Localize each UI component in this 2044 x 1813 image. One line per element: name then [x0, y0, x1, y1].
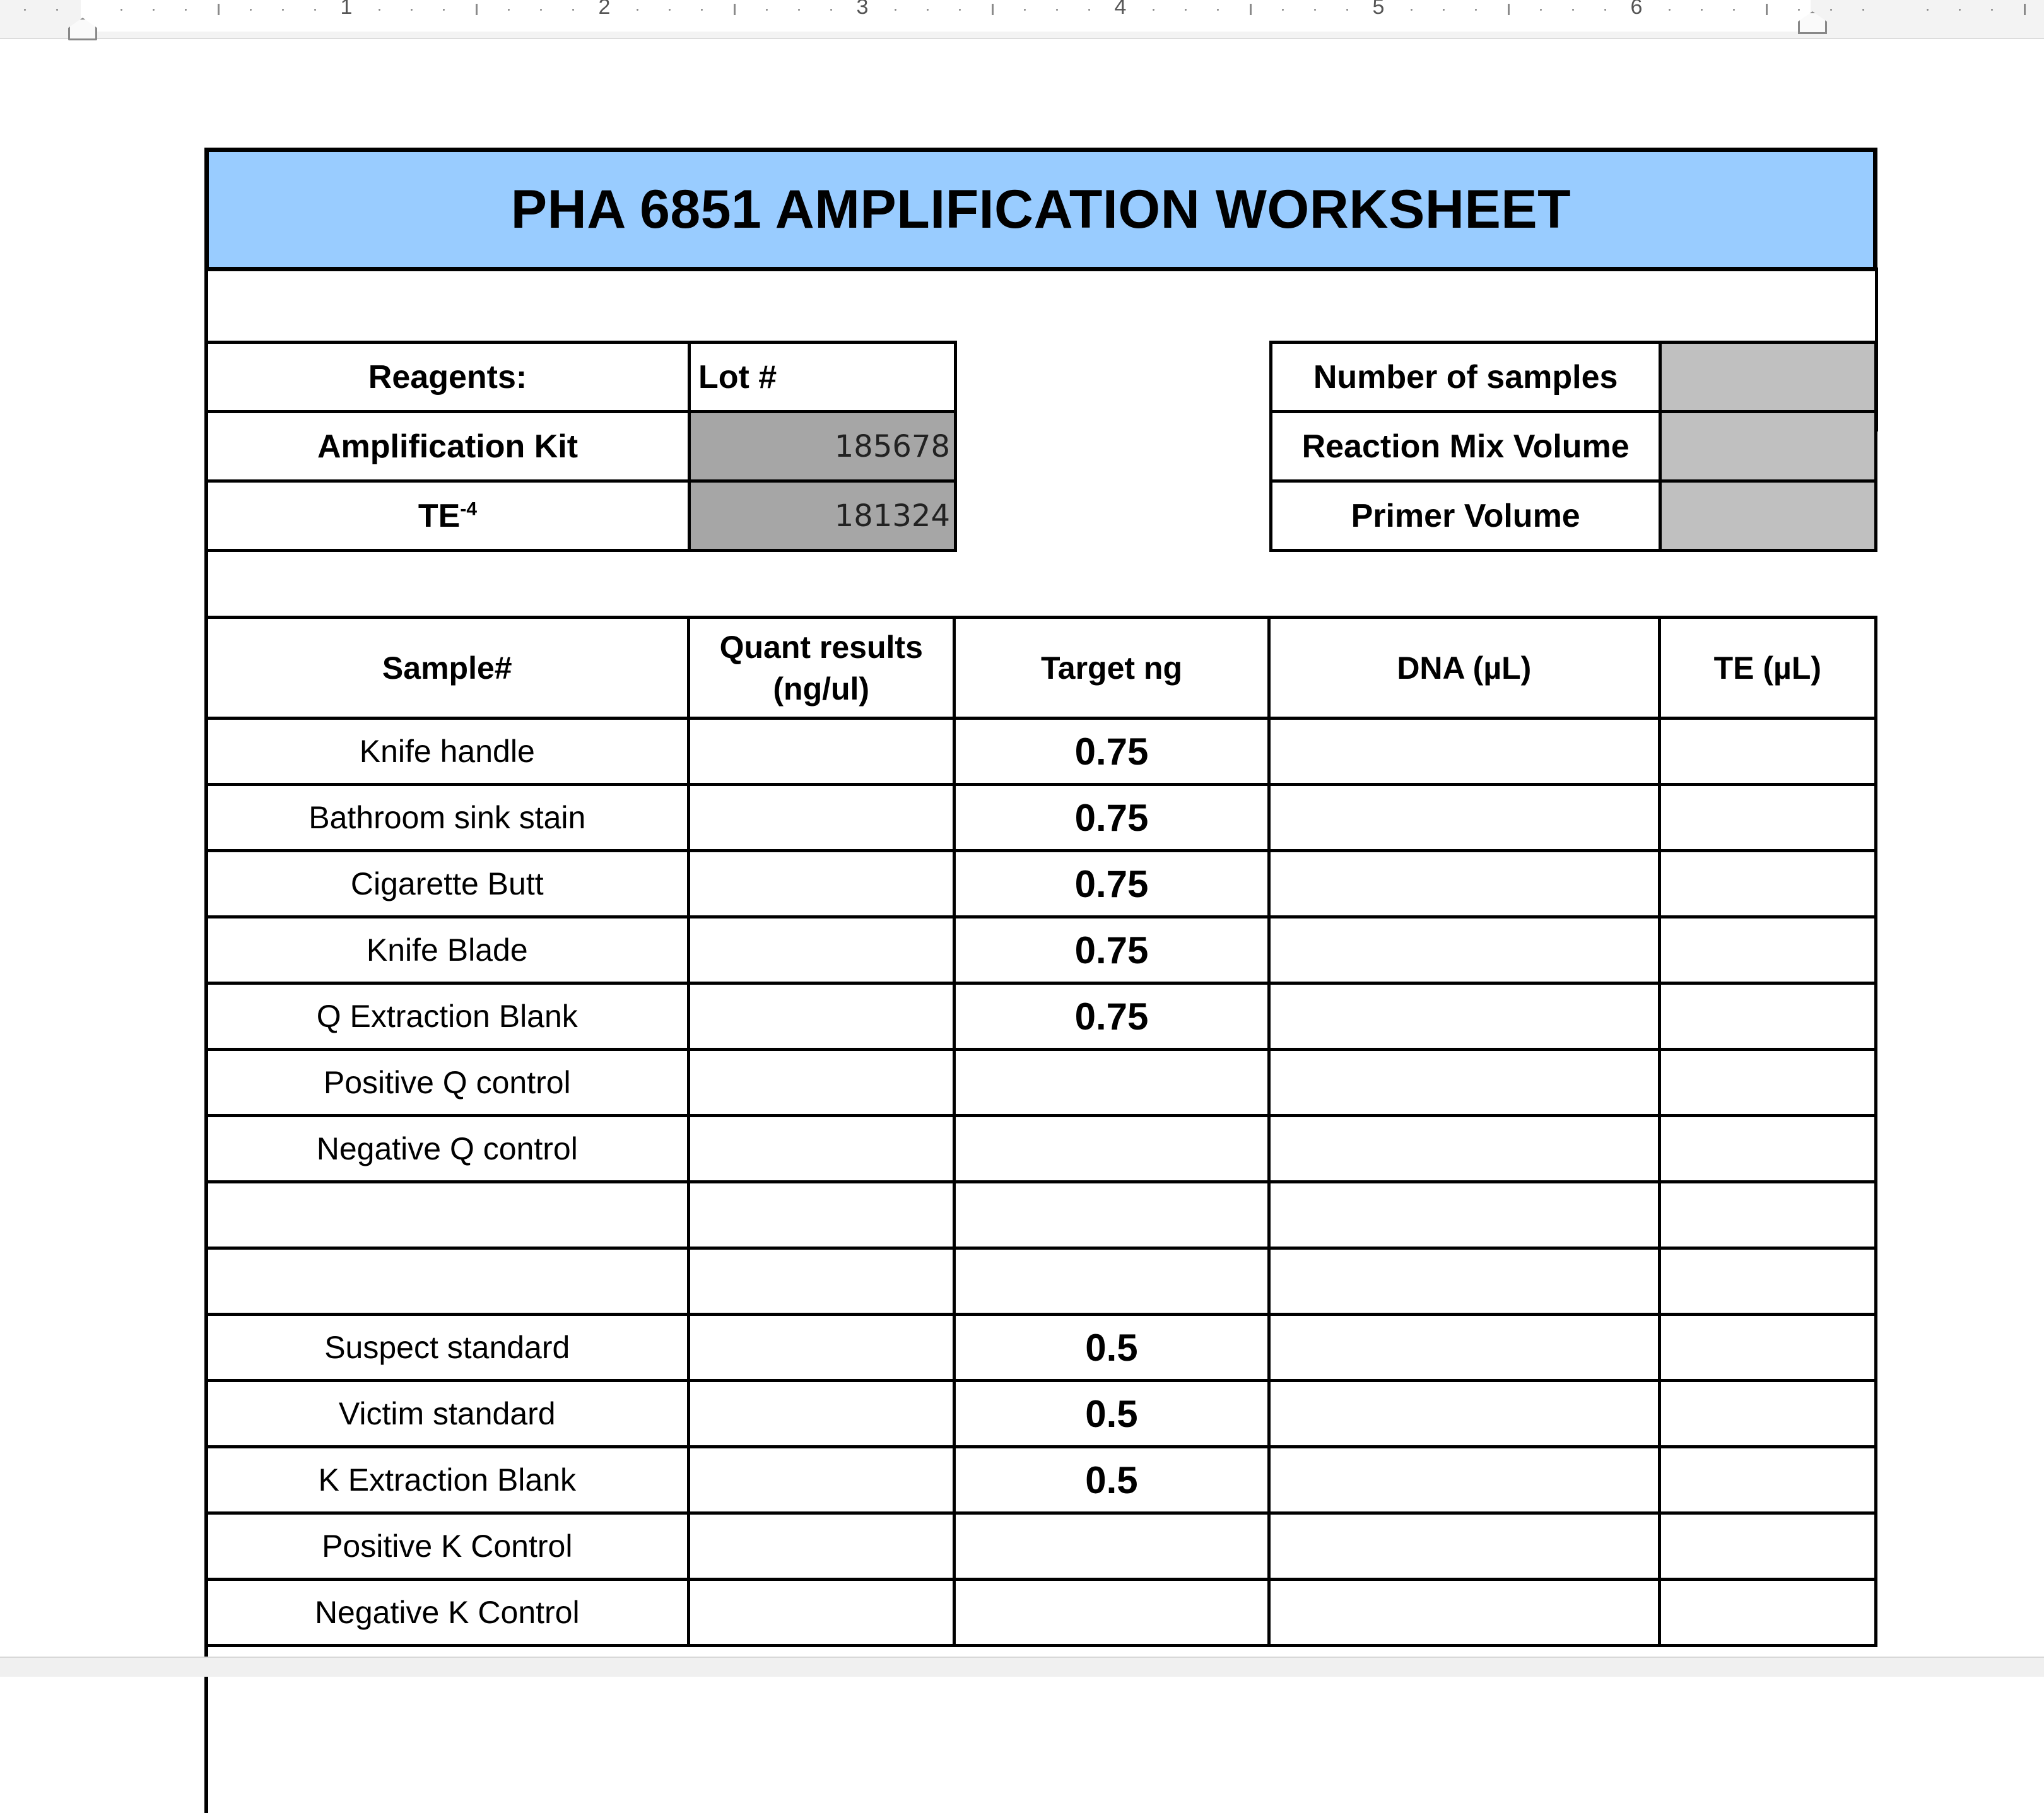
- parameter-label: Number of samples: [1271, 343, 1660, 412]
- dna-volume-cell[interactable]: [1269, 1447, 1660, 1513]
- parameter-value-cell[interactable]: [1660, 343, 1876, 412]
- sample-row: [206, 1050, 1876, 1116]
- ruler-tick: [572, 9, 574, 11]
- target-ng-cell: [954, 1248, 1269, 1315]
- quant-result-cell[interactable]: [688, 917, 954, 983]
- dna-volume-cell[interactable]: [1269, 1381, 1660, 1447]
- target-ng-cell: 0.5: [954, 1315, 1269, 1381]
- ruler-tick: [1604, 9, 1606, 11]
- ruler-tick: [2024, 4, 2026, 15]
- target-ng-cell: [954, 1182, 1269, 1248]
- sample-row: [206, 785, 1876, 851]
- ruler-tick: [1250, 4, 1252, 15]
- sample-row: [206, 851, 1876, 917]
- te-volume-cell[interactable]: [1659, 1381, 1876, 1447]
- ruler-tick: [992, 4, 994, 15]
- ruler-tick: [1798, 9, 1800, 11]
- sample-row: [206, 1580, 1876, 1646]
- quant-result-cell[interactable]: [688, 1182, 954, 1248]
- sample-row: [206, 1381, 1876, 1447]
- parameter-label: Primer Volume: [1271, 481, 1660, 551]
- quant-result-cell[interactable]: [688, 1447, 954, 1513]
- sample-name-cell: K Extraction Blank: [206, 1447, 689, 1513]
- ruler-number: 3: [856, 0, 869, 19]
- target-ng-cell: 0.75: [954, 785, 1269, 851]
- dna-volume-cell[interactable]: [1269, 1513, 1660, 1580]
- sample-name-cell: Victim standard: [206, 1381, 689, 1447]
- ruler-tick: [1314, 9, 1316, 11]
- quant-result-cell[interactable]: [688, 983, 954, 1050]
- ruler-tick: [766, 9, 768, 11]
- te-volume-cell[interactable]: [1659, 917, 1876, 983]
- sample-name-cell: Suspect standard: [206, 1315, 689, 1381]
- quant-result-cell[interactable]: [688, 1580, 954, 1646]
- samples-table: [204, 616, 1877, 1647]
- target-ng-cell: 0.5: [954, 1447, 1269, 1513]
- ruler-tick: [250, 9, 252, 11]
- quant-result-cell[interactable]: [688, 785, 954, 851]
- reagents-table: [204, 341, 957, 552]
- te-volume-cell[interactable]: [1659, 1248, 1876, 1315]
- ruler-tick: [1282, 9, 1284, 11]
- lot-number-cell[interactable]: 185678: [690, 412, 956, 481]
- ruler-tick: [1540, 9, 1542, 11]
- ruler-tick: [1056, 9, 1058, 11]
- sample-row: [206, 719, 1876, 785]
- ruler-tick: [540, 9, 542, 11]
- te-volume-cell[interactable]: [1659, 1050, 1876, 1116]
- sample-name-cell: Positive Q control: [206, 1050, 689, 1116]
- sample-name-cell: Cigarette Butt: [206, 851, 689, 917]
- ruler-tick: [1024, 9, 1026, 11]
- quant-result-cell[interactable]: [688, 1050, 954, 1116]
- dna-volume-cell[interactable]: [1269, 1248, 1660, 1315]
- quant-result-cell[interactable]: [688, 1116, 954, 1182]
- ruler-tick: [1572, 9, 1574, 11]
- ruler-tick: [314, 9, 316, 11]
- dna-volume-cell[interactable]: [1269, 1182, 1660, 1248]
- target-ng-cell: [954, 1050, 1269, 1116]
- dna-volume-cell[interactable]: [1269, 1315, 1660, 1381]
- column-header-te: TE (µL): [1659, 618, 1876, 719]
- reagent-superscript: -4: [460, 498, 478, 520]
- target-ng-cell: 0.75: [954, 917, 1269, 983]
- target-ng-cell: 0.75: [954, 983, 1269, 1050]
- te-volume-cell[interactable]: [1659, 1315, 1876, 1381]
- sample-name-cell: Positive K Control: [206, 1513, 689, 1580]
- dna-volume-cell[interactable]: [1269, 1050, 1660, 1116]
- target-ng-cell: [954, 1513, 1269, 1580]
- parameter-value-cell[interactable]: [1660, 412, 1876, 481]
- ruler-tick: [24, 9, 26, 11]
- ruler-tick: [508, 9, 510, 11]
- ruler-tick: [1991, 9, 1993, 11]
- ruler-tick: [1508, 4, 1510, 15]
- quant-result-cell[interactable]: [688, 851, 954, 917]
- sample-name-cell: Knife Blade: [206, 917, 689, 983]
- parameter-value-cell[interactable]: [1660, 481, 1876, 551]
- te-volume-cell[interactable]: [1659, 1182, 1876, 1248]
- ruler-tick: [734, 4, 736, 15]
- quant-result-cell[interactable]: [688, 1315, 954, 1381]
- te-volume-cell[interactable]: [1659, 719, 1876, 785]
- sample-row: [206, 1248, 1876, 1315]
- ruler-tick: [282, 9, 284, 11]
- ruler-tick: [830, 9, 832, 11]
- te-volume-cell[interactable]: [1659, 1580, 1876, 1646]
- dna-volume-cell[interactable]: [1269, 917, 1660, 983]
- target-ng-cell: 0.75: [954, 719, 1269, 785]
- sample-row: [206, 1315, 1876, 1381]
- dna-volume-cell[interactable]: [1269, 719, 1660, 785]
- te-volume-cell[interactable]: [1659, 785, 1876, 851]
- ruler-number: 5: [1372, 0, 1385, 19]
- reagent-name-text: TE: [418, 497, 461, 534]
- te-volume-cell[interactable]: [1659, 1116, 1876, 1182]
- ruler-number: 2: [598, 0, 611, 19]
- ruler-tick: [1830, 9, 1832, 11]
- sample-row: [206, 1116, 1876, 1182]
- ruler-number: 1: [340, 0, 353, 19]
- ruler-tick: [56, 9, 58, 11]
- worksheet-title: PHA 6851 AMPLIFICATION WORKSHEET: [510, 179, 1571, 240]
- sample-name-cell: Negative Q control: [206, 1116, 689, 1182]
- column-header-dna: DNA (µL): [1269, 618, 1660, 719]
- sample-name-cell: [206, 1248, 689, 1315]
- lot-number-cell[interactable]: 181324: [690, 481, 956, 551]
- title-bar: [204, 148, 1877, 271]
- column-header-quant: Quant results (ng/ul): [688, 618, 954, 719]
- sample-name-cell: [206, 1182, 689, 1248]
- reagent-name: Amplification Kit: [206, 412, 690, 481]
- te-volume-cell[interactable]: [1659, 1513, 1876, 1580]
- te-volume-cell[interactable]: [1659, 1447, 1876, 1513]
- sample-name-cell: Knife handle: [206, 719, 689, 785]
- sample-row: [206, 1513, 1876, 1580]
- dna-volume-cell[interactable]: [1269, 1116, 1660, 1182]
- lot-header: Lot #: [690, 343, 956, 412]
- status-bar: [0, 1657, 2044, 1677]
- quant-result-cell[interactable]: [688, 1513, 954, 1580]
- dna-volume-cell[interactable]: [1269, 785, 1660, 851]
- ruler-tick: [1766, 4, 1768, 15]
- column-header-sample: Sample#: [206, 618, 689, 719]
- dna-volume-cell[interactable]: [1269, 1580, 1660, 1646]
- reagent-name: [206, 481, 690, 551]
- parameter-label: Reaction Mix Volume: [1271, 412, 1660, 481]
- ruler-tick: [1927, 9, 1929, 11]
- target-ng-cell: [954, 1580, 1269, 1646]
- ruler-number: 6: [1630, 0, 1643, 19]
- te-volume-cell[interactable]: [1659, 851, 1876, 917]
- dna-volume-cell[interactable]: [1269, 851, 1660, 917]
- ruler-tick: [476, 4, 478, 15]
- sample-row: [206, 1447, 1876, 1513]
- target-ng-cell: 0.75: [954, 851, 1269, 917]
- ruler-tick: [218, 4, 220, 15]
- ruler-tick: [1088, 9, 1090, 11]
- ruler-tick: [798, 9, 800, 11]
- quant-result-cell[interactable]: [688, 1381, 954, 1447]
- ruler-number: 4: [1114, 0, 1127, 19]
- sample-name-cell: Q Extraction Blank: [206, 983, 689, 1050]
- samples-header-row: [206, 618, 1876, 719]
- quant-result-cell[interactable]: [688, 719, 954, 785]
- ruler-tick: [1862, 9, 1864, 11]
- parameters-table: [1269, 341, 1877, 552]
- sample-name-cell: Bathroom sink stain: [206, 785, 689, 851]
- target-ng-cell: [954, 1116, 1269, 1182]
- column-header-target: Target ng: [954, 618, 1269, 719]
- te-volume-cell[interactable]: [1659, 983, 1876, 1050]
- ruler-tick: [1959, 9, 1961, 11]
- reagents-header: Reagents:: [206, 343, 690, 412]
- horizontal-ruler[interactable]: [0, 0, 2044, 39]
- sample-name-cell: Negative K Control: [206, 1580, 689, 1646]
- sample-row: [206, 917, 1876, 983]
- sample-row: [206, 1182, 1876, 1248]
- quant-result-cell[interactable]: [688, 1248, 954, 1315]
- sample-row: [206, 983, 1876, 1050]
- dna-volume-cell[interactable]: [1269, 983, 1660, 1050]
- ruler-tick: [1346, 9, 1348, 11]
- target-ng-cell: 0.5: [954, 1381, 1269, 1447]
